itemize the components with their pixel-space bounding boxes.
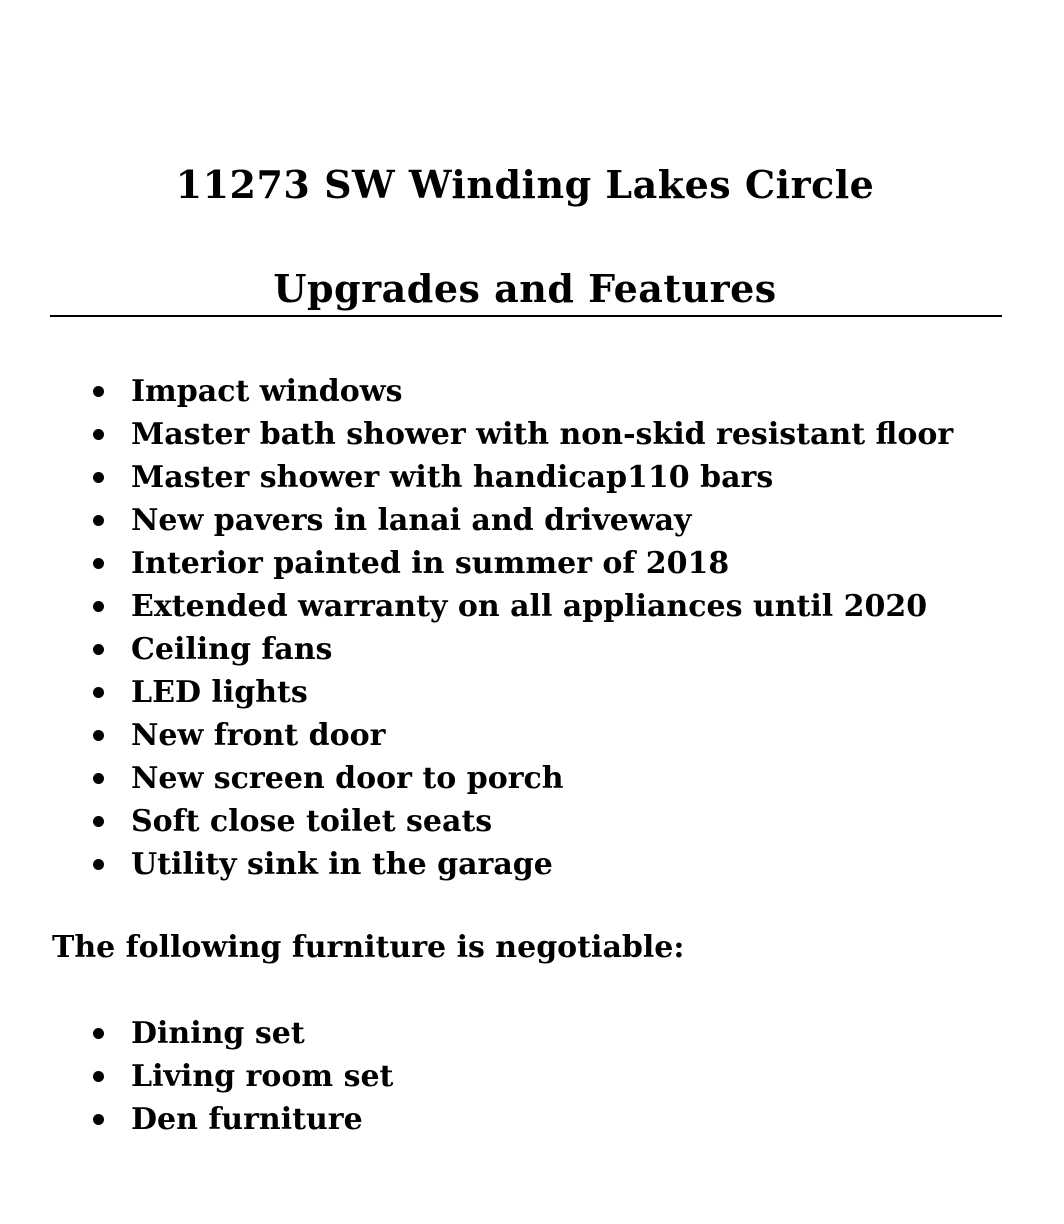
list-item [0, 542, 953, 585]
list-item [0, 413, 953, 456]
list-item-text: Utility sink in the garage [131, 847, 553, 882]
list-item [0, 1055, 393, 1098]
list-item-text: Master shower with handicap110 bars [131, 460, 774, 495]
list-item [0, 499, 953, 542]
list-item-text: New front door [131, 718, 386, 753]
list-item [0, 800, 953, 843]
bullet-icon [93, 644, 104, 655]
list-item [0, 843, 953, 886]
list-item [0, 370, 953, 413]
list-item [0, 1012, 393, 1055]
list-item-text: New pavers in lanai and driveway [131, 503, 692, 538]
list-item-text: Living room set [131, 1059, 394, 1094]
bullet-icon [93, 773, 104, 784]
list-item-text: New screen door to porch [131, 761, 564, 796]
list-item-text: Master bath shower with non-skid resistant floor [131, 417, 954, 452]
bullet-icon [93, 601, 104, 612]
bullet-icon [93, 816, 104, 827]
list-item [0, 456, 953, 499]
furniture-heading: The following furniture is negotiable: [52, 930, 685, 965]
list-item [0, 714, 953, 757]
bullet-icon [93, 687, 104, 698]
bullet-icon [93, 558, 104, 569]
bullet-icon [93, 1114, 104, 1125]
bullet-icon [93, 515, 104, 526]
list-item-text: Impact windows [131, 374, 403, 409]
list-item-text: Soft close toilet seats [131, 804, 493, 839]
list-item [0, 757, 953, 800]
features-list [0, 370, 953, 886]
list-item-text: Ceiling fans [131, 632, 333, 667]
list-item [0, 1098, 393, 1141]
bullet-icon [93, 429, 104, 440]
list-item-text: Dining set [131, 1016, 305, 1051]
bullet-icon [93, 730, 104, 741]
page-title: 11273 SW Winding Lakes Circle [175, 162, 875, 207]
page-subtitle: Upgrades and Features [273, 266, 777, 311]
bullet-icon [93, 472, 104, 483]
list-item-text: Den furniture [131, 1102, 363, 1137]
bullet-icon [93, 1028, 104, 1039]
list-item [0, 628, 953, 671]
list-item-text: Extended warranty on all appliances until 2020 [131, 589, 928, 624]
horizontal-rule [50, 315, 1002, 317]
list-item-text: LED lights [131, 675, 308, 710]
furniture-list [0, 1012, 393, 1141]
list-item [0, 671, 953, 714]
bullet-icon [93, 386, 104, 397]
list-item [0, 585, 953, 628]
bullet-icon [93, 859, 104, 870]
bullet-icon [93, 1071, 104, 1082]
list-item-text: Interior painted in summer of 2018 [131, 546, 730, 581]
